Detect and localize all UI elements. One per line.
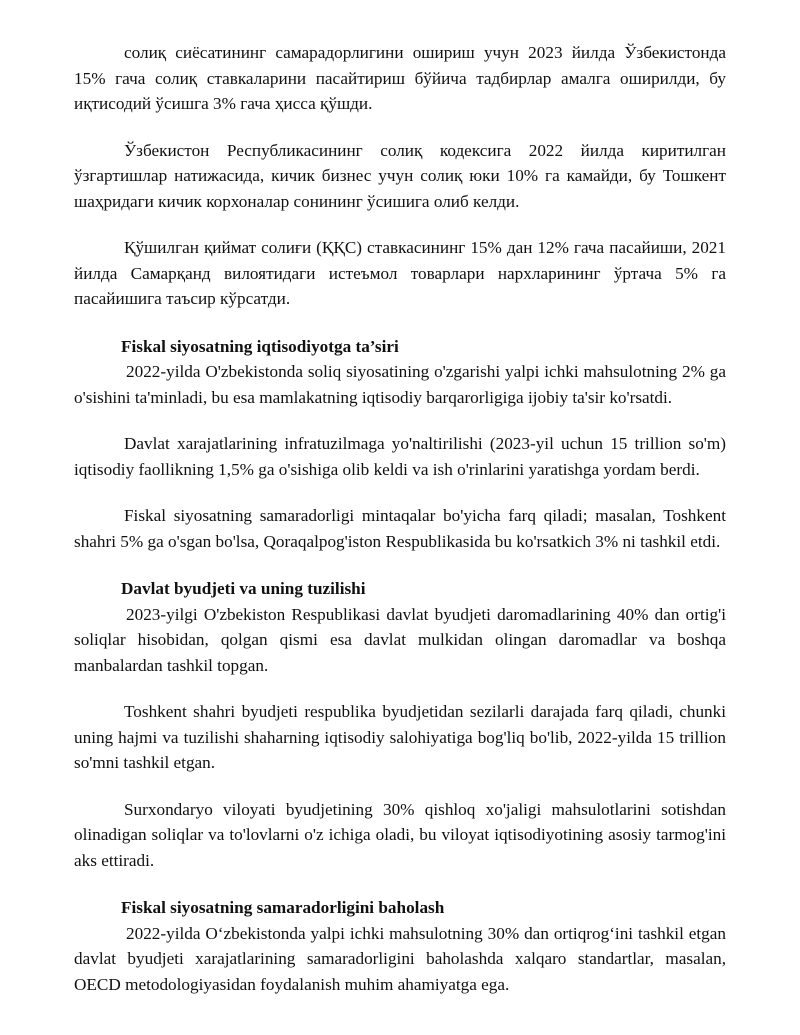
paragraph-tashkent-budget: Toshkent shahri byudjeti respublika byudjetidan sezilarli darajada farq qiladi, chunki uning hajmi va tuzilishi shaharning iqtisodiy salohiyatiga bog'liq bo'lib, 2022-yilda 15 trillion so'mni tashkil etgan. — [74, 702, 726, 772]
heading-fiscal-policy-impact: Fiskal siyosatning iqtisodiyotga ta’siri — [121, 336, 399, 356]
paragraph-oecd-methodology: 2022-yilda O‘zbekistonda yalpi ichki mahsulotning 30% dan ortiqrog‘ini tashkil etgan davlat byudjeti xarajatlarining samaradorligini baholashda xalqaro standartlar, masalan, OECD metodologiyasidan foydalanish muhim ahamiyatga ega. — [74, 923, 726, 994]
paragraph-budget-revenue: 2023-yilgi O'zbekiston Respublikasi davlat byudjeti daromadlarining 40% dan ortig'i soliqlar hisobidan, qolgan qismi esa davlat mulkidan olingan daromadlar va boshqa manbalardan tashkil topgan. — [74, 604, 726, 675]
paragraph-infrastructure-spending: Davlat xarajatlarining infratuzilmaga yo'naltirilishi (2023-yil uchun 15 trillion so'm) iqtisodiy faollikning 1,5% ga o'sishiga olib keldi va ish o'rinlarini yaratishga yordam berdi. — [74, 434, 726, 479]
paragraph-regional-efficiency: Fiskal siyosatning samaradorligi mintaqalar bo'yicha farq qiladi; masalan, Toshkent shahri 5% ga o'sgan bo'lsa, Qoraqalpog'iston Respublikasida bu ko'rsatkich 3% ni tashkil etdi. — [74, 506, 726, 551]
paragraph-tax-policy-2023: солиқ сиёсатининг самарадорлигини ошириш учун 2023 йилда Ўзбекистонда 15% гача солиқ ставкаларини пасайтириш бўйича тадбирлар амалга оширилди, бу иқтисодий ўсишга 3% гача ҳисса қўшди. — [74, 43, 726, 113]
heading-fiscal-efficiency-evaluation: Fiskal siyosatning samaradorligini baholash — [121, 898, 445, 917]
paragraph-gdp-growth: 2022-yilda O'zbekistonda soliq siyosatining o'zgarishi yalpi ichki mahsulotning 2% ga o'sishini ta'minladi, bu esa mamlakatning iqtisodiy barqarorligiga ijobiy ta'sir ko'rsatdi. — [74, 362, 726, 407]
paragraph-tax-code-2022: Ўзбекистон Республикасининг солиқ кодексига 2022 йилда киритилган ўзгартишлар натижасида, кичик бизнес учун солиқ юки 10% га камайди, бу Тошкент шаҳридаги кичик корхоналар сонининг ўсишига олиб келди. — [74, 140, 726, 211]
paragraph-surkhandarya-budget: Surxondaryo viloyati byudjetining 30% qishloq xo'jaligi mahsulotlarini sotishdan olinadigan soliqlar va to'lovlarni o'z ichiga oladi, bu viloyat iqtisodiyotining asosiy tarmog'ini aks ettiradi. — [74, 799, 726, 870]
paragraph-vat-reduction: Қўшилган қиймат солиғи (ҚҚС) ставкасининг 15% дан 12% гача пасайиши, 2021 йилда Самарқанд вилоятидаги истеъмол товарлари нархларининг ўртача 5% га пасайишига таъсир кўрсатди. — [74, 238, 726, 308]
heading-state-budget-structure: Davlat byudjeti va uning tuzilishi — [121, 579, 366, 598]
